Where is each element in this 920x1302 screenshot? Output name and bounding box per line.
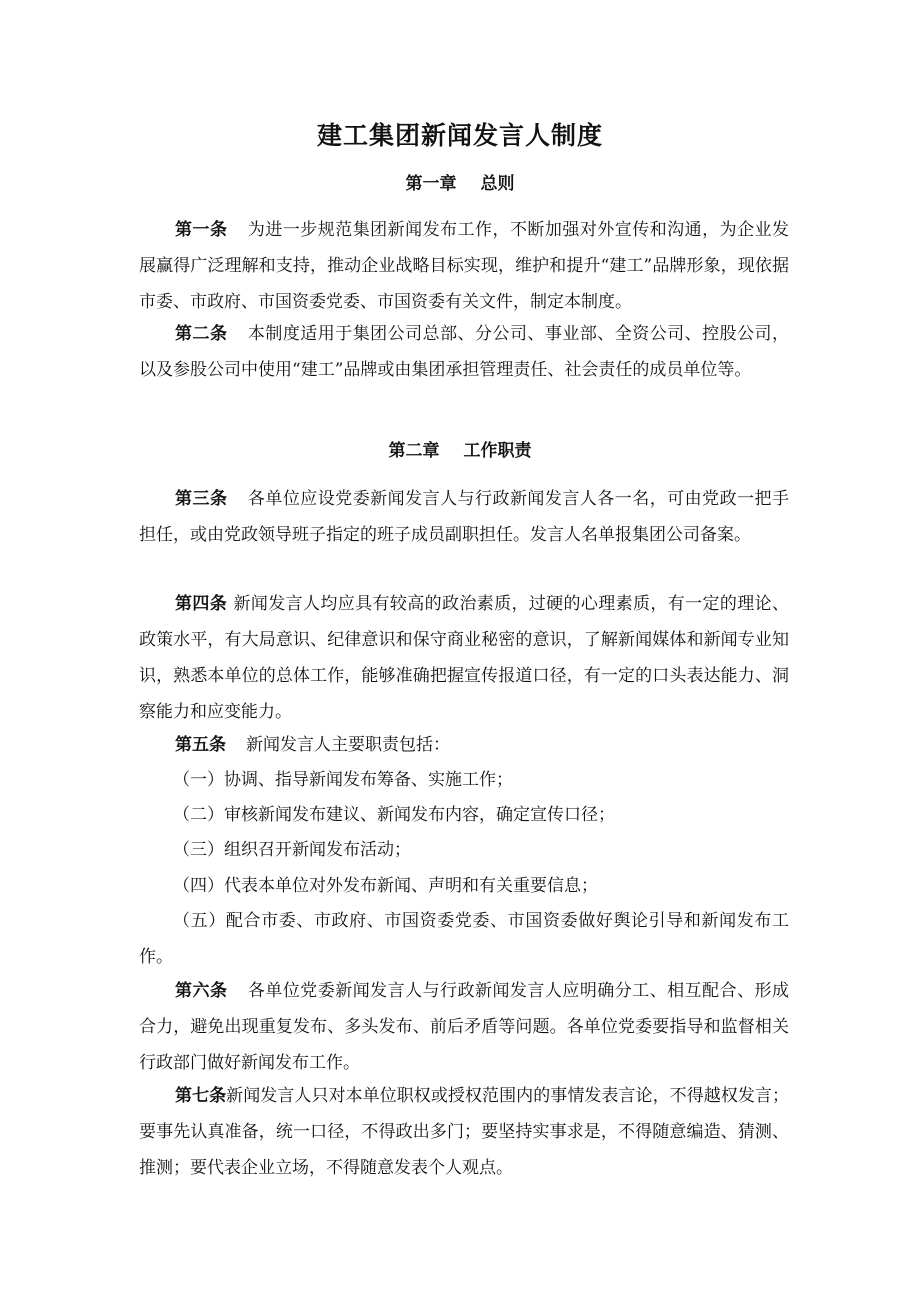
article-label: 第二条 <box>175 324 228 344</box>
article-paragraph <box>139 727 789 763</box>
article-text: 新闻发言人均应具有较高的政治素质，过硬的心理素质，有一定的理论、政策水平，有大局意识、纪律意识和保守商业秘密的意识，了解新闻媒体和新闻专业知识，熟悉本单位的总体工作，能够准确把握宣传报道口径，有一定的口头表达能力、洞察能力和应变能力。 <box>139 594 790 722</box>
duty-item: （五）配合市委、市政府、市国资委党委、市国资委做好舆论引导和新闻发布工作。 <box>139 911 789 967</box>
duty-item: （一）协调、指导新闻发布筹备、实施工作； <box>173 770 513 790</box>
article-paragraph <box>139 973 789 1081</box>
article-text: 各单位党委新闻发言人与行政新闻发言人应明确分工、相互配合、形成合力，避免出现重复发布、多头发布、前后矛盾等问题。各单位党委要指导和监督相关行政部门做好新闻发布工作。 <box>139 981 790 1073</box>
article-label: 第四条 <box>175 594 228 614</box>
article-label: 第七条 <box>175 1086 227 1106</box>
article-label: 第三条 <box>175 489 228 509</box>
article-label: 第一条 <box>175 220 228 240</box>
chapter-number: 第二章 <box>388 441 440 461</box>
chapter-heading <box>0 170 920 198</box>
document-title: 建工集团新闻发言人制度 <box>316 121 603 150</box>
chapter-number: 第一章 <box>405 174 457 194</box>
article-paragraph <box>139 1078 789 1186</box>
chapter-heading <box>0 437 920 465</box>
article-paragraph <box>139 586 789 730</box>
chapter-name: 总则 <box>480 174 515 194</box>
article-text: 新闻发言人主要职责包括： <box>246 735 450 755</box>
article-label: 第六条 <box>175 981 228 1001</box>
article-text: 各单位应设党委新闻发言人与行政新闻发言人各一名，可由党政一把手担任，或由党政领导班子指定的班子成员副职担任。发言人名单报集团公司备案。 <box>139 489 790 545</box>
article-paragraph <box>139 212 789 320</box>
article-text: 新闻发言人只对本单位职权或授权范围内的事情发表言论，不得越权发言；要事先认真准备，统一口径，不得政出多门；要坚持实事求是，不得随意编造、猜测、推测；要代表企业立场，不得随意发表个人观点。 <box>139 1086 789 1178</box>
article-label: 第五条 <box>175 735 226 755</box>
article-text: 为进一步规范集团新闻发布工作，不断加强对外宣传和沟通，为企业发展赢得广泛理解和支持，推动企业战略目标实现，维护和提升“建工”品牌形象，现依据市委、市政府、市国资委党委、市国资委有关文件，制定本制度。 <box>139 220 790 312</box>
chapter-name: 工作职责 <box>463 441 532 461</box>
duty-item: （二）审核新闻发布建议、新闻发布内容，确定宣传口径； <box>173 805 615 825</box>
duty-item: （三）组织召开新闻发布活动； <box>173 840 411 860</box>
duty-item: （四）代表本单位对外发布新闻、声明和有关重要信息； <box>173 876 598 896</box>
article-paragraph <box>139 316 789 388</box>
article-paragraph <box>139 481 789 553</box>
article-text: 本制度适用于集团公司总部、分公司、事业部、全资公司、控股公司，以及参股公司中使用“建工”品牌或由集团承担管理责任、社会责任的成员单位等。 <box>139 324 790 380</box>
